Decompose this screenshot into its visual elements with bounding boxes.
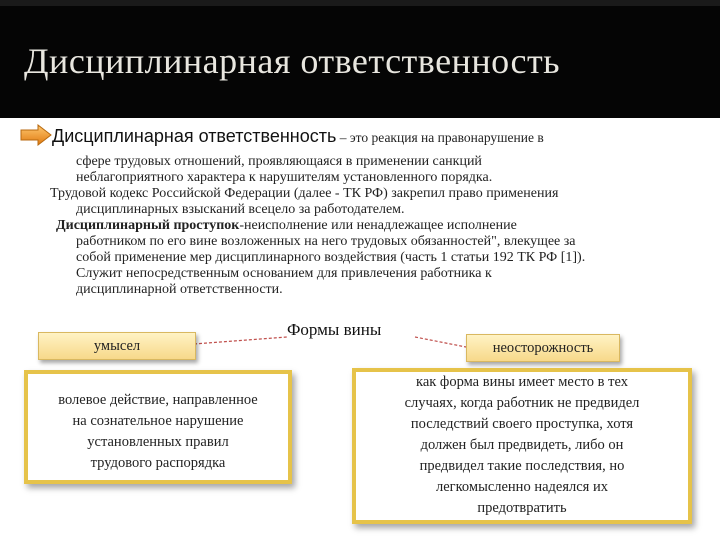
negligence-line: случаях, когда работник не предвидел xyxy=(404,395,640,411)
intent-line: на сознательное нарушение xyxy=(72,413,244,429)
title-bar xyxy=(0,0,720,118)
negligence-line: последствий своего проступка, хотя xyxy=(410,416,634,432)
negligence-line: предотвратить xyxy=(477,500,567,516)
definition-line-2: сфере трудовых отношений, проявляющаяся в применении санкций xyxy=(76,154,482,169)
definition-term: Дисциплинарная ответственность xyxy=(52,126,337,146)
intent-line: трудового распорядка xyxy=(90,455,226,471)
negligence-tag: неосторожность xyxy=(466,334,620,362)
offense-line-3: собой применение мер дисциплинарного воздействия (часть 1 статьи 192 ТК РФ [1]). xyxy=(76,250,586,265)
offense-line-5: дисциплинарной ответственности. xyxy=(76,282,283,297)
offense-line-1 xyxy=(56,218,517,234)
slide-title: Дисциплинарная ответственность xyxy=(24,41,561,81)
labor-code-line-2: дисциплинарных взысканий всецело за работодателем. xyxy=(76,202,405,217)
negligence-definition-box xyxy=(352,368,692,524)
negligence-line: предвидел такие последствия, но xyxy=(419,458,625,474)
offense-line-1-rest: -неисполнение или ненадлежащее исполнение xyxy=(239,218,517,233)
negligence-line: должен был предвидеть, либо он xyxy=(420,437,624,453)
arrow-right-icon xyxy=(20,124,52,146)
offense-line-2: работником по его вине возложенных на него трудовых обязанностей", влекущее за xyxy=(76,234,576,249)
definition-dash-text: – это реакция на правонарушение в xyxy=(336,130,544,145)
labor-code-line-1: Трудовой кодекс Российской Федерации (далее - ТК РФ) закрепил право применения xyxy=(50,186,559,201)
intent-line: волевое действие, направленное xyxy=(58,392,258,408)
intent-definition-box xyxy=(24,370,292,484)
definition-line-1 xyxy=(52,128,544,147)
negligence-line: легкомысленно надеялся их xyxy=(436,479,608,495)
negligence-line: как форма вины имеет место в тех xyxy=(416,374,628,390)
forms-of-guilt-label: Формы вины xyxy=(287,320,382,339)
offense-line-4: Служит непосредственным основанием для привлечения работника к xyxy=(76,266,492,281)
intent-line: установленных правил xyxy=(87,434,229,450)
title-bar-top-strip xyxy=(0,0,720,6)
intent-tag: умысел xyxy=(38,332,196,360)
offense-term: Дисциплинарный проступок xyxy=(56,218,240,233)
definition-line-3: неблагоприятного характера к нарушителям установленного порядка. xyxy=(76,170,493,185)
